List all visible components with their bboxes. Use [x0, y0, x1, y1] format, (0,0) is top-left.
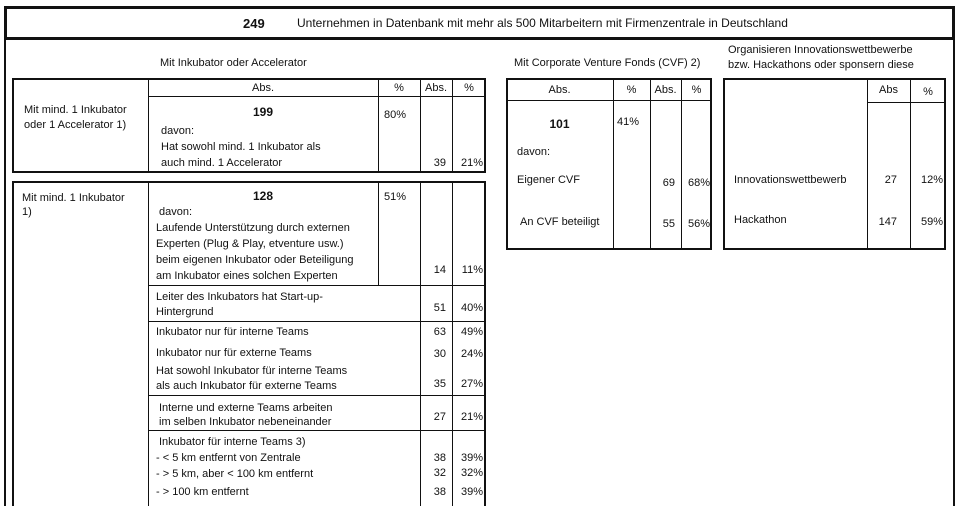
block2-row5-abs: 27 [433, 411, 446, 423]
block1-label-1: Mit mind. 1 Inkubator [24, 104, 127, 116]
cvf-row1-abs: 55 [662, 218, 675, 230]
block2-row0-line1: Experten (Plug & Play, etventure usw.) [156, 238, 344, 250]
distance-row0-pct: 39% [460, 452, 483, 464]
block1-sub-pct: 21% [460, 157, 483, 169]
cvf-section-title: Mit Corporate Venture Fonds (CVF) 2) [514, 57, 701, 69]
wettbewerb-col-pct: % [923, 86, 933, 98]
wettbewerb-title-2: bzw. Hackathons oder sponsern diese [728, 59, 914, 71]
header-count: 249 [243, 16, 265, 31]
block2-row1-pct: 40% [460, 302, 483, 314]
block2-label-2: 1) [22, 206, 32, 218]
cvf-row1-label: An CVF beteiligt [520, 216, 600, 228]
col-abs2-header: Abs. [424, 82, 447, 94]
distance-title: Inkubator für interne Teams 3) [159, 436, 306, 448]
block1-label-2: oder 1 Accelerator 1) [24, 119, 127, 131]
cvf-row0-pct: 68% [687, 177, 710, 189]
distance-row2-pct: 39% [460, 486, 483, 498]
block2-row3-pct: 24% [460, 348, 483, 360]
wettbewerb-row0-pct: 12% [920, 174, 943, 186]
col-pct2-header: % [464, 82, 474, 94]
block2-row0-line0: Laufende Unterstützung durch externen [156, 222, 350, 234]
cvf-value: 101 [549, 117, 570, 131]
distance-row1-label: - > 5 km, aber < 100 km entfernt [156, 468, 314, 480]
cvf-row0-abs: 69 [662, 177, 675, 189]
cvf-col-pct2: % [691, 84, 702, 96]
block1-davon: davon: [161, 125, 195, 137]
block1-sub-1: Hat sowohl mind. 1 Inkubator als [161, 141, 321, 153]
block2-row5-line1: im selben Inkubator nebeneinander [159, 416, 332, 428]
block2-row0-pct: 11% [461, 264, 483, 276]
page-left-border [4, 40, 6, 506]
cvf-row0-label: Eigener CVF [517, 174, 580, 186]
distance-row0-label: - < 5 km entfernt von Zentrale [156, 452, 301, 464]
block2-row5-line0: Interne und externe Teams arbeiten [159, 402, 333, 414]
block2-row4-line0: Hat sowohl Inkubator für interne Teams [156, 365, 348, 377]
block1-value: 199 [252, 105, 274, 119]
block2-row1-line0: Leiter des Inkubators hat Start-up- [156, 291, 323, 303]
cvf-col-abs2: Abs. [654, 84, 677, 96]
block2-row5-pct: 21% [460, 411, 483, 423]
cvf-pct: 41% [617, 116, 640, 128]
block2-label-1: Mit mind. 1 Inkubator [22, 192, 125, 204]
block2-row3-abs: 30 [433, 348, 446, 360]
block1-pct: 80% [384, 109, 407, 121]
wettbewerb-row0-label: Innovationswettbewerb [734, 174, 847, 186]
distance-row1-abs: 32 [433, 467, 446, 479]
block2-row0-line2: beim eigenen Inkubator oder Beteiligung [156, 254, 354, 266]
block2-row0-abs: 14 [433, 264, 446, 276]
cvf-col-pct: % [626, 84, 637, 96]
block2-row4-abs: 35 [433, 378, 446, 390]
block2-row4-pct: 27% [460, 378, 483, 390]
cvf-col-abs: Abs. [548, 84, 571, 96]
header-title: Unternehmen in Datenbank mit mehr als 500 Mitarbeitern mit Firmenzentrale in Deutschland [297, 16, 788, 30]
block1-sub-abs: 39 [433, 157, 446, 169]
block2-value: 128 [252, 189, 274, 203]
inkubator-section-title: Mit Inkubator oder Accelerator [160, 57, 307, 69]
cvf-row1-pct: 56% [687, 218, 710, 230]
block2-pct: 51% [384, 191, 407, 203]
distance-row1-pct: 32% [460, 467, 483, 479]
wettbewerb-row0-abs: 27 [884, 174, 897, 186]
block2-row2-pct: 49% [460, 326, 483, 338]
wettbewerb-row1-pct: 59% [920, 216, 943, 228]
wettbewerb-col-abs: Abs [879, 84, 898, 96]
distance-row2-abs: 38 [433, 486, 446, 498]
distance-row0-abs: 38 [433, 452, 446, 464]
wettbewerb-row1-abs: 147 [878, 216, 897, 228]
block2-row0-line3: am Inkubator eines solchen Experten [156, 270, 338, 282]
distance-row2-label: - > 100 km entfernt [156, 486, 249, 498]
block2-row2-line0: Inkubator nur für interne Teams [156, 326, 309, 338]
cvf-davon: davon: [517, 146, 551, 158]
block2-row3-line0: Inkubator nur für externe Teams [156, 347, 312, 359]
col-abs-header: Abs. [251, 82, 274, 94]
block2-row2-abs: 63 [433, 326, 446, 338]
block2-row1-line1: Hintergrund [156, 306, 214, 318]
wettbewerb-row1-label: Hackathon [734, 214, 787, 226]
block2-row4-line1: als auch Inkubator für externe Teams [156, 380, 337, 392]
block1-sub-2: auch mind. 1 Accelerator [161, 157, 283, 169]
wettbewerb-title-1: Organisieren Innovationswettbewerbe [728, 44, 913, 56]
col-pct-header: % [394, 82, 404, 94]
page-right-border [953, 40, 955, 506]
block2-row1-abs: 51 [433, 302, 446, 314]
block2-davon: davon: [159, 206, 193, 218]
